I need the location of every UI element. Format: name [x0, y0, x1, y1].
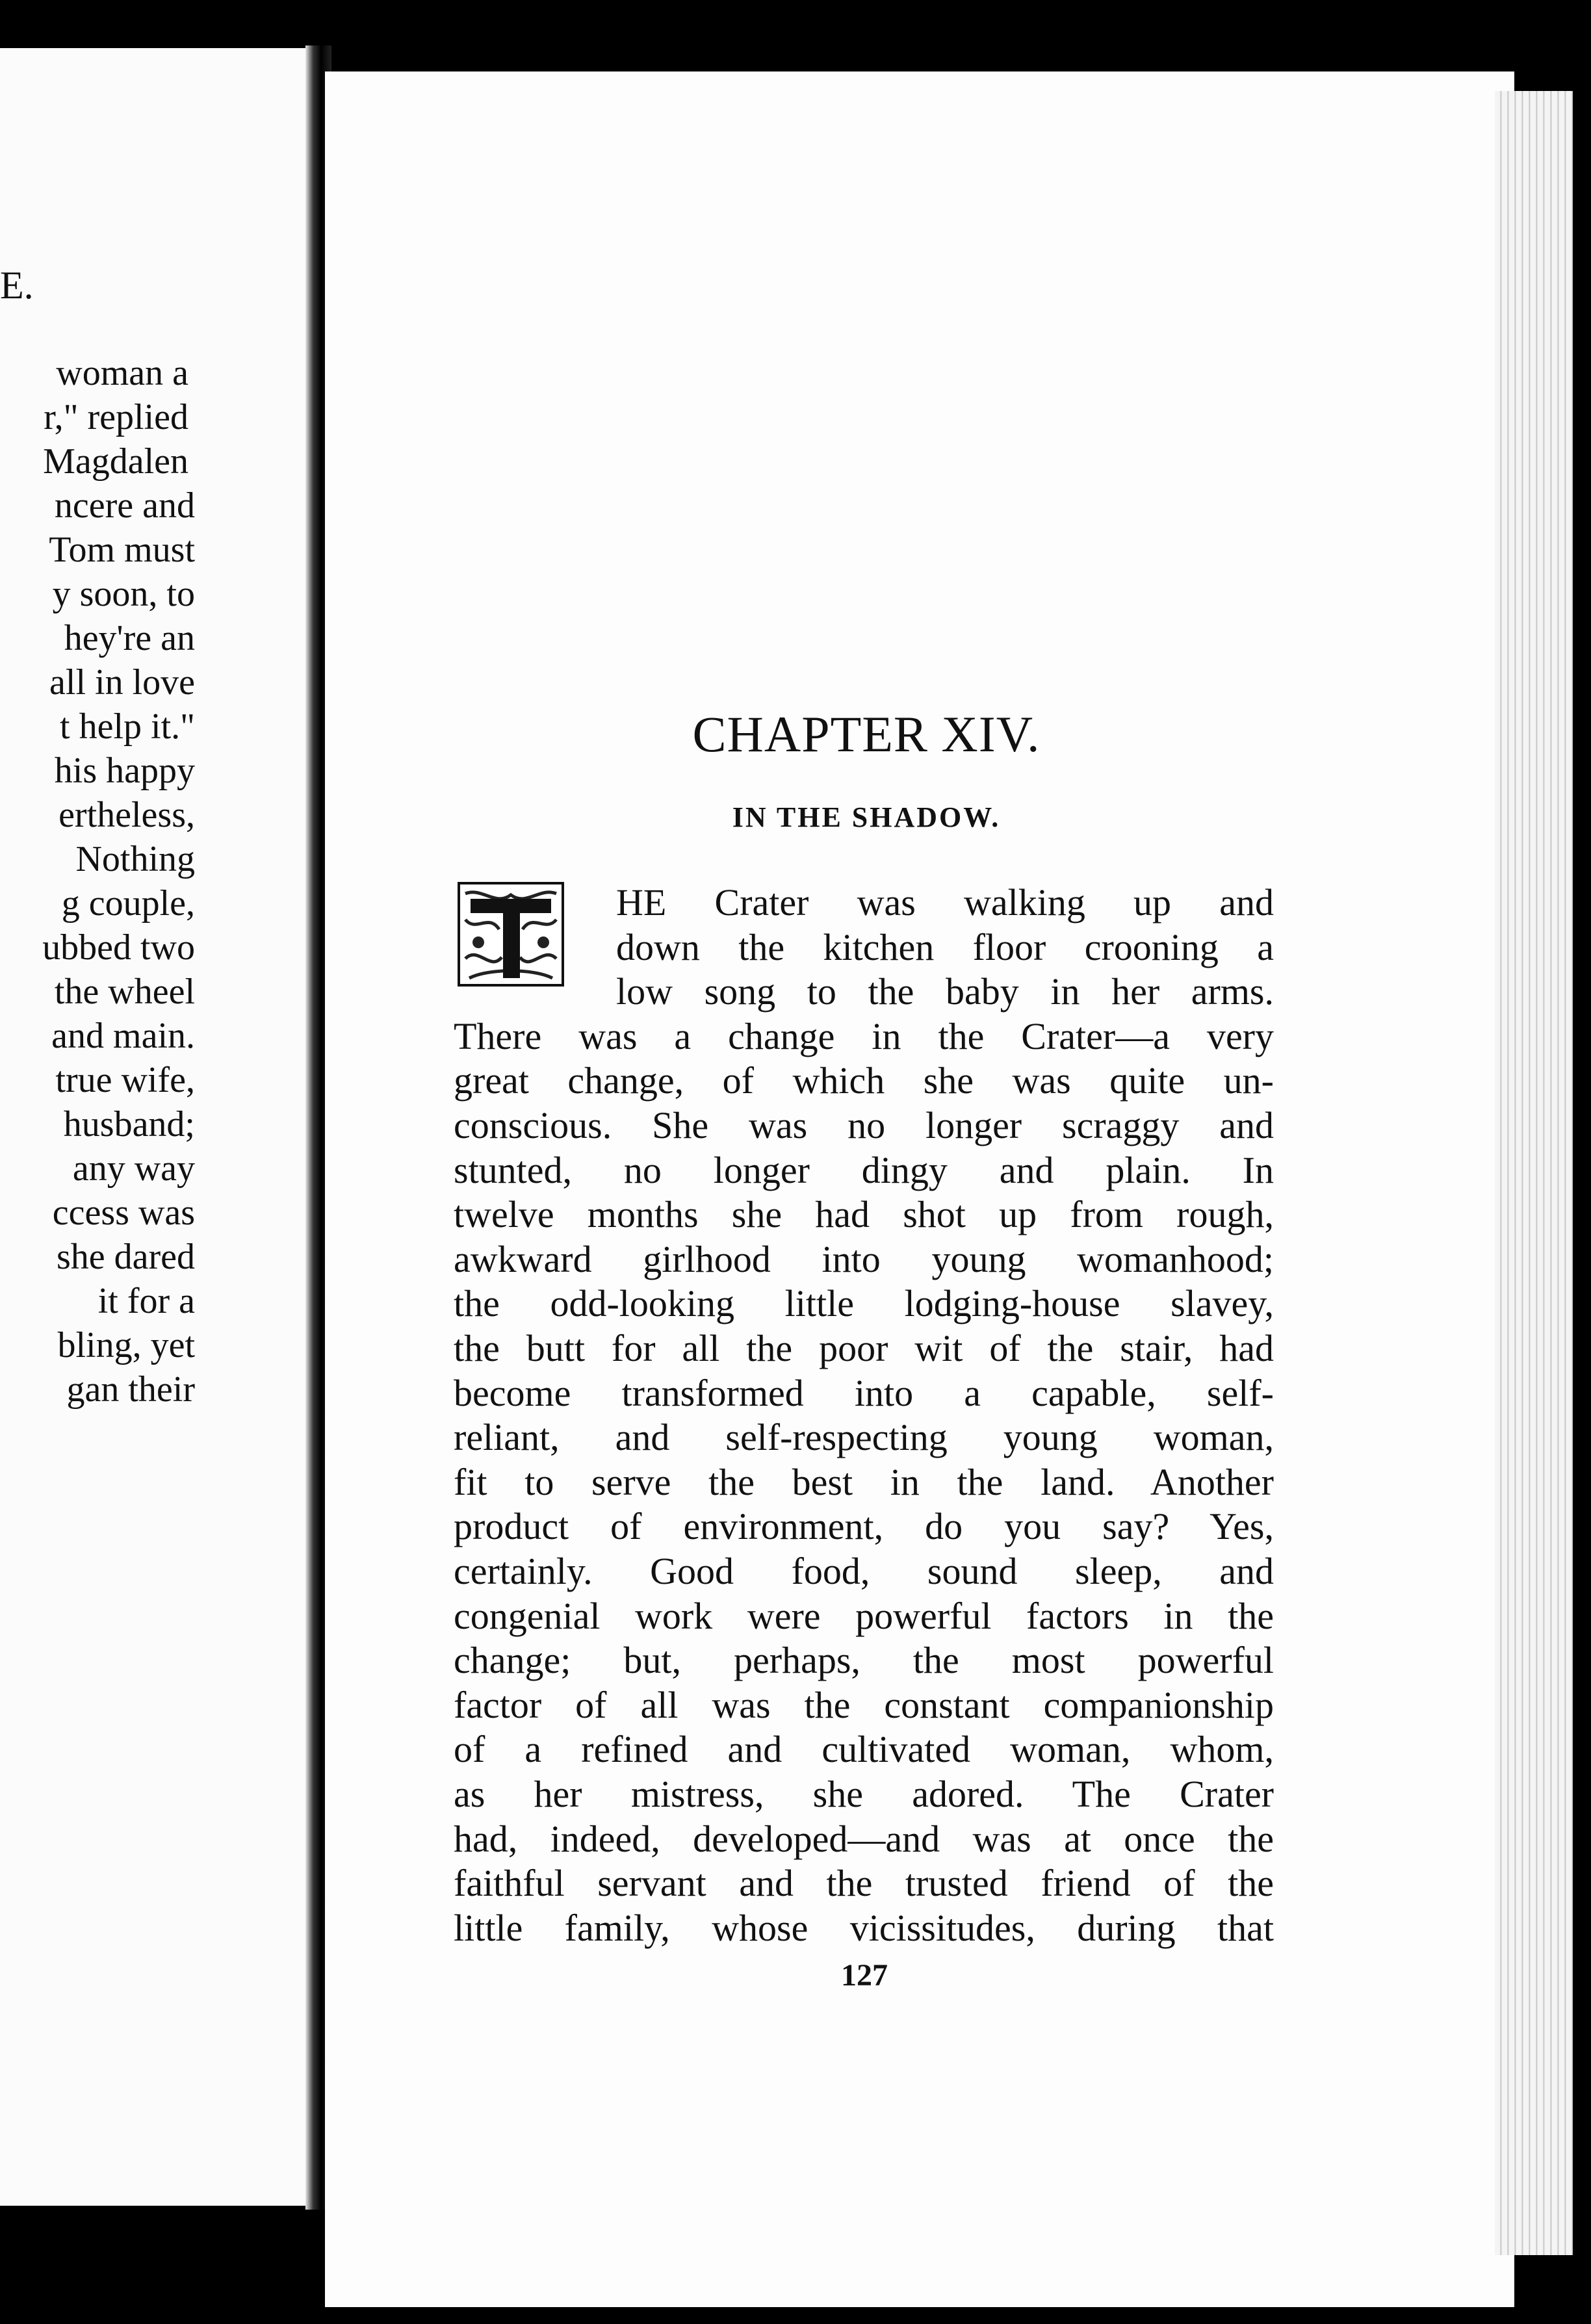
body-line: conscious. She was no longer scraggy and — [454, 1104, 1274, 1146]
page-edges — [1495, 91, 1573, 2255]
left-page-line: r," replied — [44, 397, 188, 437]
body-line: HE Crater was walking up and — [616, 881, 1274, 923]
left-page-line: ertheless, — [58, 795, 195, 835]
left-page-line: the wheel — [54, 972, 195, 1012]
drop-cap-ornament-icon — [456, 881, 565, 988]
left-page-line: hey're an — [64, 618, 195, 658]
body-line: down the kitchen floor crooning a — [616, 925, 1274, 968]
page-number: 127 — [841, 1958, 888, 1993]
left-page-line: woman a — [56, 353, 188, 393]
chapter-title: CHAPTER XIV. — [692, 706, 1041, 762]
left-page-line: Nothing — [75, 839, 195, 879]
left-page-line: any way — [72, 1148, 195, 1189]
left-page-line: t help it." — [60, 706, 195, 747]
body-line: great change, of which she was quite un- — [454, 1059, 1274, 1102]
body-line: product of environment, do you say? Yes, — [454, 1505, 1274, 1548]
body-line: as her mistress, she adored. The Crater — [454, 1773, 1274, 1815]
left-page — [0, 48, 305, 2206]
body-line: the odd-looking little lodging-house slavey, — [454, 1282, 1274, 1325]
body-line: stunted, no longer dingy and plain. In — [454, 1148, 1274, 1191]
body-line: of a refined and cultivated woman, whom, — [454, 1728, 1274, 1771]
left-page-line: bling, yet — [57, 1325, 195, 1365]
left-page-line: Tom must — [49, 530, 195, 570]
left-page-line: gan their — [66, 1369, 195, 1410]
left-page-line: and main. — [51, 1016, 195, 1056]
body-line: the butt for all the poor wit of the stair, had — [454, 1327, 1274, 1369]
left-page-line: ncere and — [54, 485, 195, 526]
left-page-line: true wife, — [55, 1060, 195, 1100]
body-line: certainly. Good food, sound sleep, and — [454, 1550, 1274, 1592]
body-line: little family, whose vicissitudes, during that — [454, 1906, 1274, 1949]
left-page-line: husband; — [63, 1104, 195, 1144]
left-page-line: ubbed two — [42, 927, 195, 968]
body-line: twelve months she had shot up from rough, — [454, 1193, 1274, 1236]
left-page-line: it for a — [97, 1281, 195, 1321]
ornamental-drop-cap — [456, 881, 565, 988]
body-line: change; but, perhaps, the most powerful — [454, 1639, 1274, 1682]
body-line: congenial work were powerful factors in the — [454, 1594, 1274, 1637]
body-line: factor of all was the constant companionship — [454, 1683, 1274, 1726]
left-page-line: y soon, to — [52, 574, 195, 614]
left-page-header-fragment: E. — [0, 264, 34, 307]
body-line: low song to the baby in her arms. — [616, 970, 1274, 1013]
left-page-line: all in love — [49, 662, 195, 703]
body-line: had, indeed, developed—and was at once the — [454, 1817, 1274, 1860]
body-line: There was a change in the Crater—a very — [454, 1014, 1274, 1057]
left-page-line: Magdalen — [43, 441, 188, 482]
left-page-line: ccess was — [52, 1193, 195, 1233]
left-page-line: his happy — [54, 751, 195, 791]
left-page-line: g couple, — [61, 883, 195, 923]
body-line: faithful servant and the trusted friend of the — [454, 1862, 1274, 1905]
chapter-subtitle: IN THE SHADOW. — [732, 801, 1001, 833]
body-line: become transformed into a capable, self- — [454, 1371, 1274, 1414]
left-page-line: she dared — [56, 1237, 195, 1277]
body-line: reliant, and self-respecting young woman, — [454, 1416, 1274, 1459]
body-line: fit to serve the best in the land. Another — [454, 1460, 1274, 1503]
body-line: awkward girlhood into young womanhood; — [454, 1237, 1274, 1280]
